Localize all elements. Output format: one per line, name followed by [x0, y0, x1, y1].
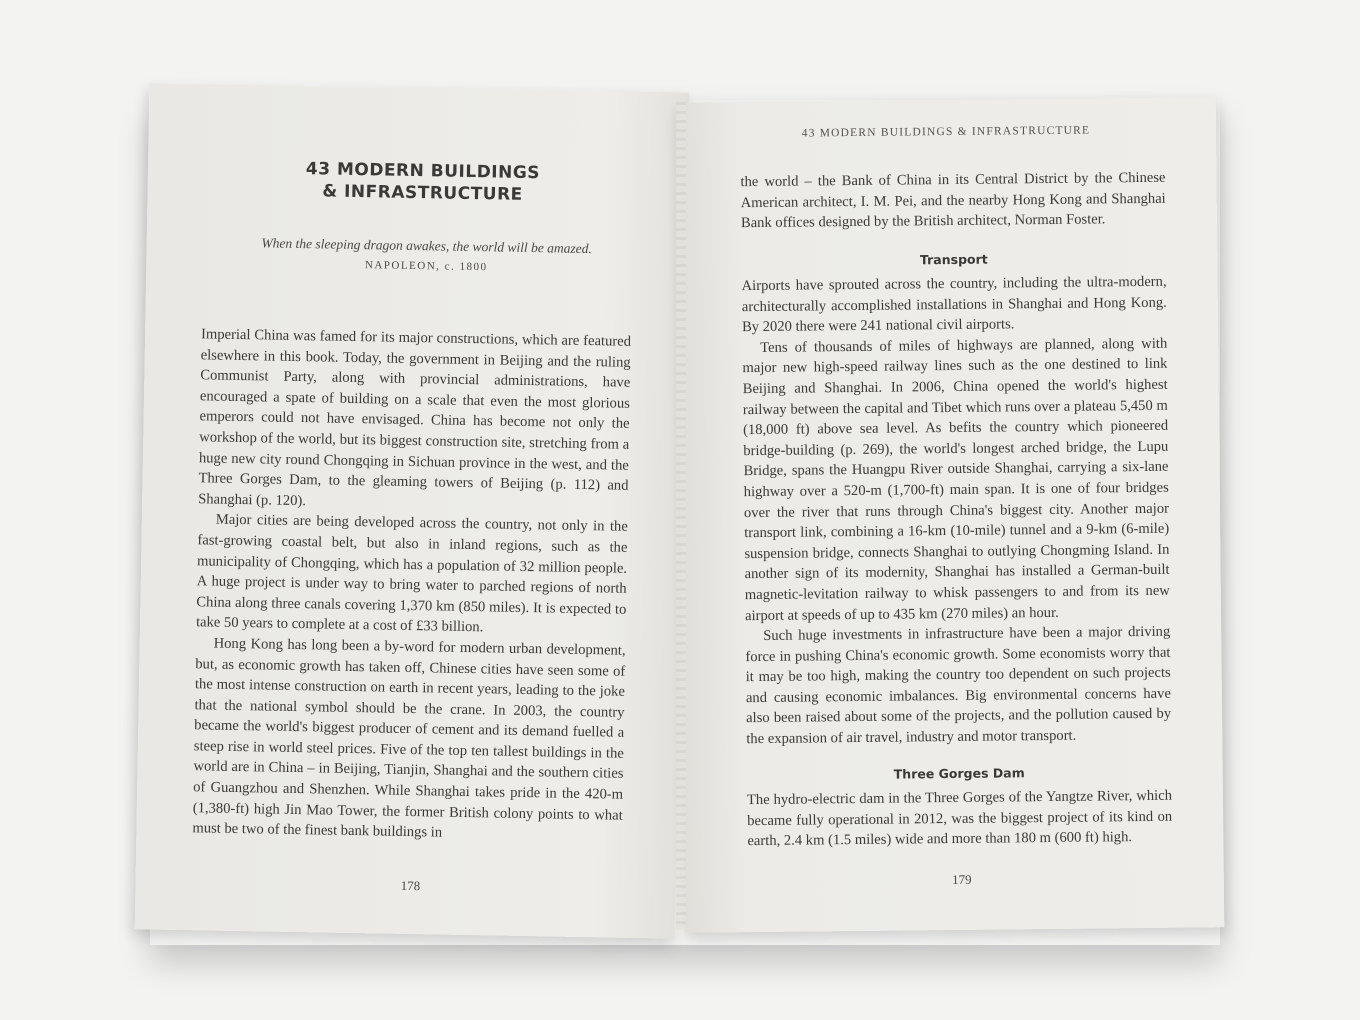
- left-page: [135, 83, 690, 938]
- continuation-text: [740, 168, 1166, 234]
- paragraph: Imperial China was famed for its major constructions, which are featured elsewhere in this book. Today, the government in Beijing and the ruling Communist Party, along with provincial administrations, have encouraged a spate of building on a scale that even the most glorious emperors could not have envisaged. China has become not only the workshop of the world, but its biggest construction site, stretching from a huge new city round Chongqing in Sichuan province in the west, and the Three Gorges Dam, to the gleaming towers of Beijing (p. 112) and Shanghai (p. 120).: [198, 326, 632, 509]
- transport-heading: Transport: [919, 251, 988, 268]
- paragraph: Major cities are being developed across the country, not only in the fast-growing coastal belt, but also in inland regions, such as the municipality of Chongqing, which has a population of 32 million people. A huge project is under way to bring water to parched regions of north China along three canals covering 1,370 km (850 miles). It is expected to take 50 years to complete at a cost of £33 billion.: [195, 511, 628, 636]
- dam-heading: Three Gorges Dam: [893, 765, 1025, 782]
- epigraph-attribution: NAPOLEON, c. 1800: [364, 259, 488, 274]
- page-number-right: 179: [951, 871, 972, 887]
- dam-text: [747, 786, 1173, 852]
- paragraph: The hydro-electric dam in the Three Gorges of the Yangtze River, which became fully operational in 2012, was the biggest project of its kind on earth, 2.4 km (1.5 miles) wide and more than 180 m (600 ft) high.: [746, 787, 1173, 850]
- chapter-title-line2: & INFRASTRUCTURE: [322, 181, 523, 205]
- transport-text: [741, 272, 1171, 750]
- paragraph: Hong Kong has long been a by-word for modern urban development, but, as economic growth has taken off, Chinese cities have seen some of the most intense construction on earth in recent years, leading to the joke that the national symbol should be the crane. In 2003, the country became the world's biggest producer of cement and its demand fuelled a steep rise in world steel prices. Five of the top ten tallest buildings in the world are in China – in Beijing, Tianjin, Shanghai and the southern cities of Guangzhou and Shenzhen. While Shanghai takes pride in the 420-m (1,380-ft) high Jin Mao Tower, the former British colony points to what must be two of the finest bank buildings in: [192, 635, 626, 841]
- epigraph: When the sleeping dragon awakes, the world will be amazed.: [261, 235, 592, 257]
- page-number-left: 178: [400, 877, 421, 894]
- chapter-title: [277, 158, 568, 207]
- chapter-title-line1: 43 MODERN BUILDINGS: [305, 159, 541, 184]
- paragraph: the world – the Bank of China in its Central District by the Chinese American architect, I. M. Pei, and the nearby Hong Kong and Shanghai Bank offices designed by the British architect, Norman Foster.: [740, 169, 1166, 232]
- paragraph: Tens of thousands of miles of highways are planned, along with major new high-speed railway lines such as the one destined to link Beijing and Shanghai. In 2006, China opened the world's highest railway between the capital and Tibet which runs over a plateau 5,450 m (18,000 ft) above sea level. As befits the country which pioneered bridge-building (p. 269), the world's longest arched bridge, the Lupu Bridge, spans the Huangpu River outside Shanghai, carrying a six-lane highway over a 520-m (1,700-ft) main span. It is one of four bridges over the river that runs through China's biggest city. Another major transport link, combining a 16-km (10-mile) tunnel and a 9-km (6-mile) suspension bridge, connects Shanghai to outlying Chongming Island. In another sign of its modernity, Shanghai has installed a German-built magnetic-levitation railway to whisk passengers to and from its new airport at speeds of up to 435 km (270 miles) an hour.: [742, 335, 1170, 624]
- paragraph: Such huge investments in infrastructure have been a major driving force in pushing China's economic growth. Some economists worry that it may be too high, making the country too dependent on such projects and causing economic imbalances. Big environmental concerns have also been raised about some of the projects, and the pollution caused by the expansion of air travel, industry and motor transport.: [745, 623, 1172, 748]
- running-head: 43 MODERN BUILDINGS & INFRASTRUCTURE: [801, 124, 1091, 140]
- book-spine: [676, 96, 686, 930]
- paragraph: Airports have sprouted across the country, including the ultra-modern, architecturally accomplished installations in Shanghai and Hong Kong. By 2020 there were 241 national civil airports.: [741, 273, 1167, 336]
- right-page: [676, 97, 1225, 933]
- left-body-text: [192, 324, 631, 846]
